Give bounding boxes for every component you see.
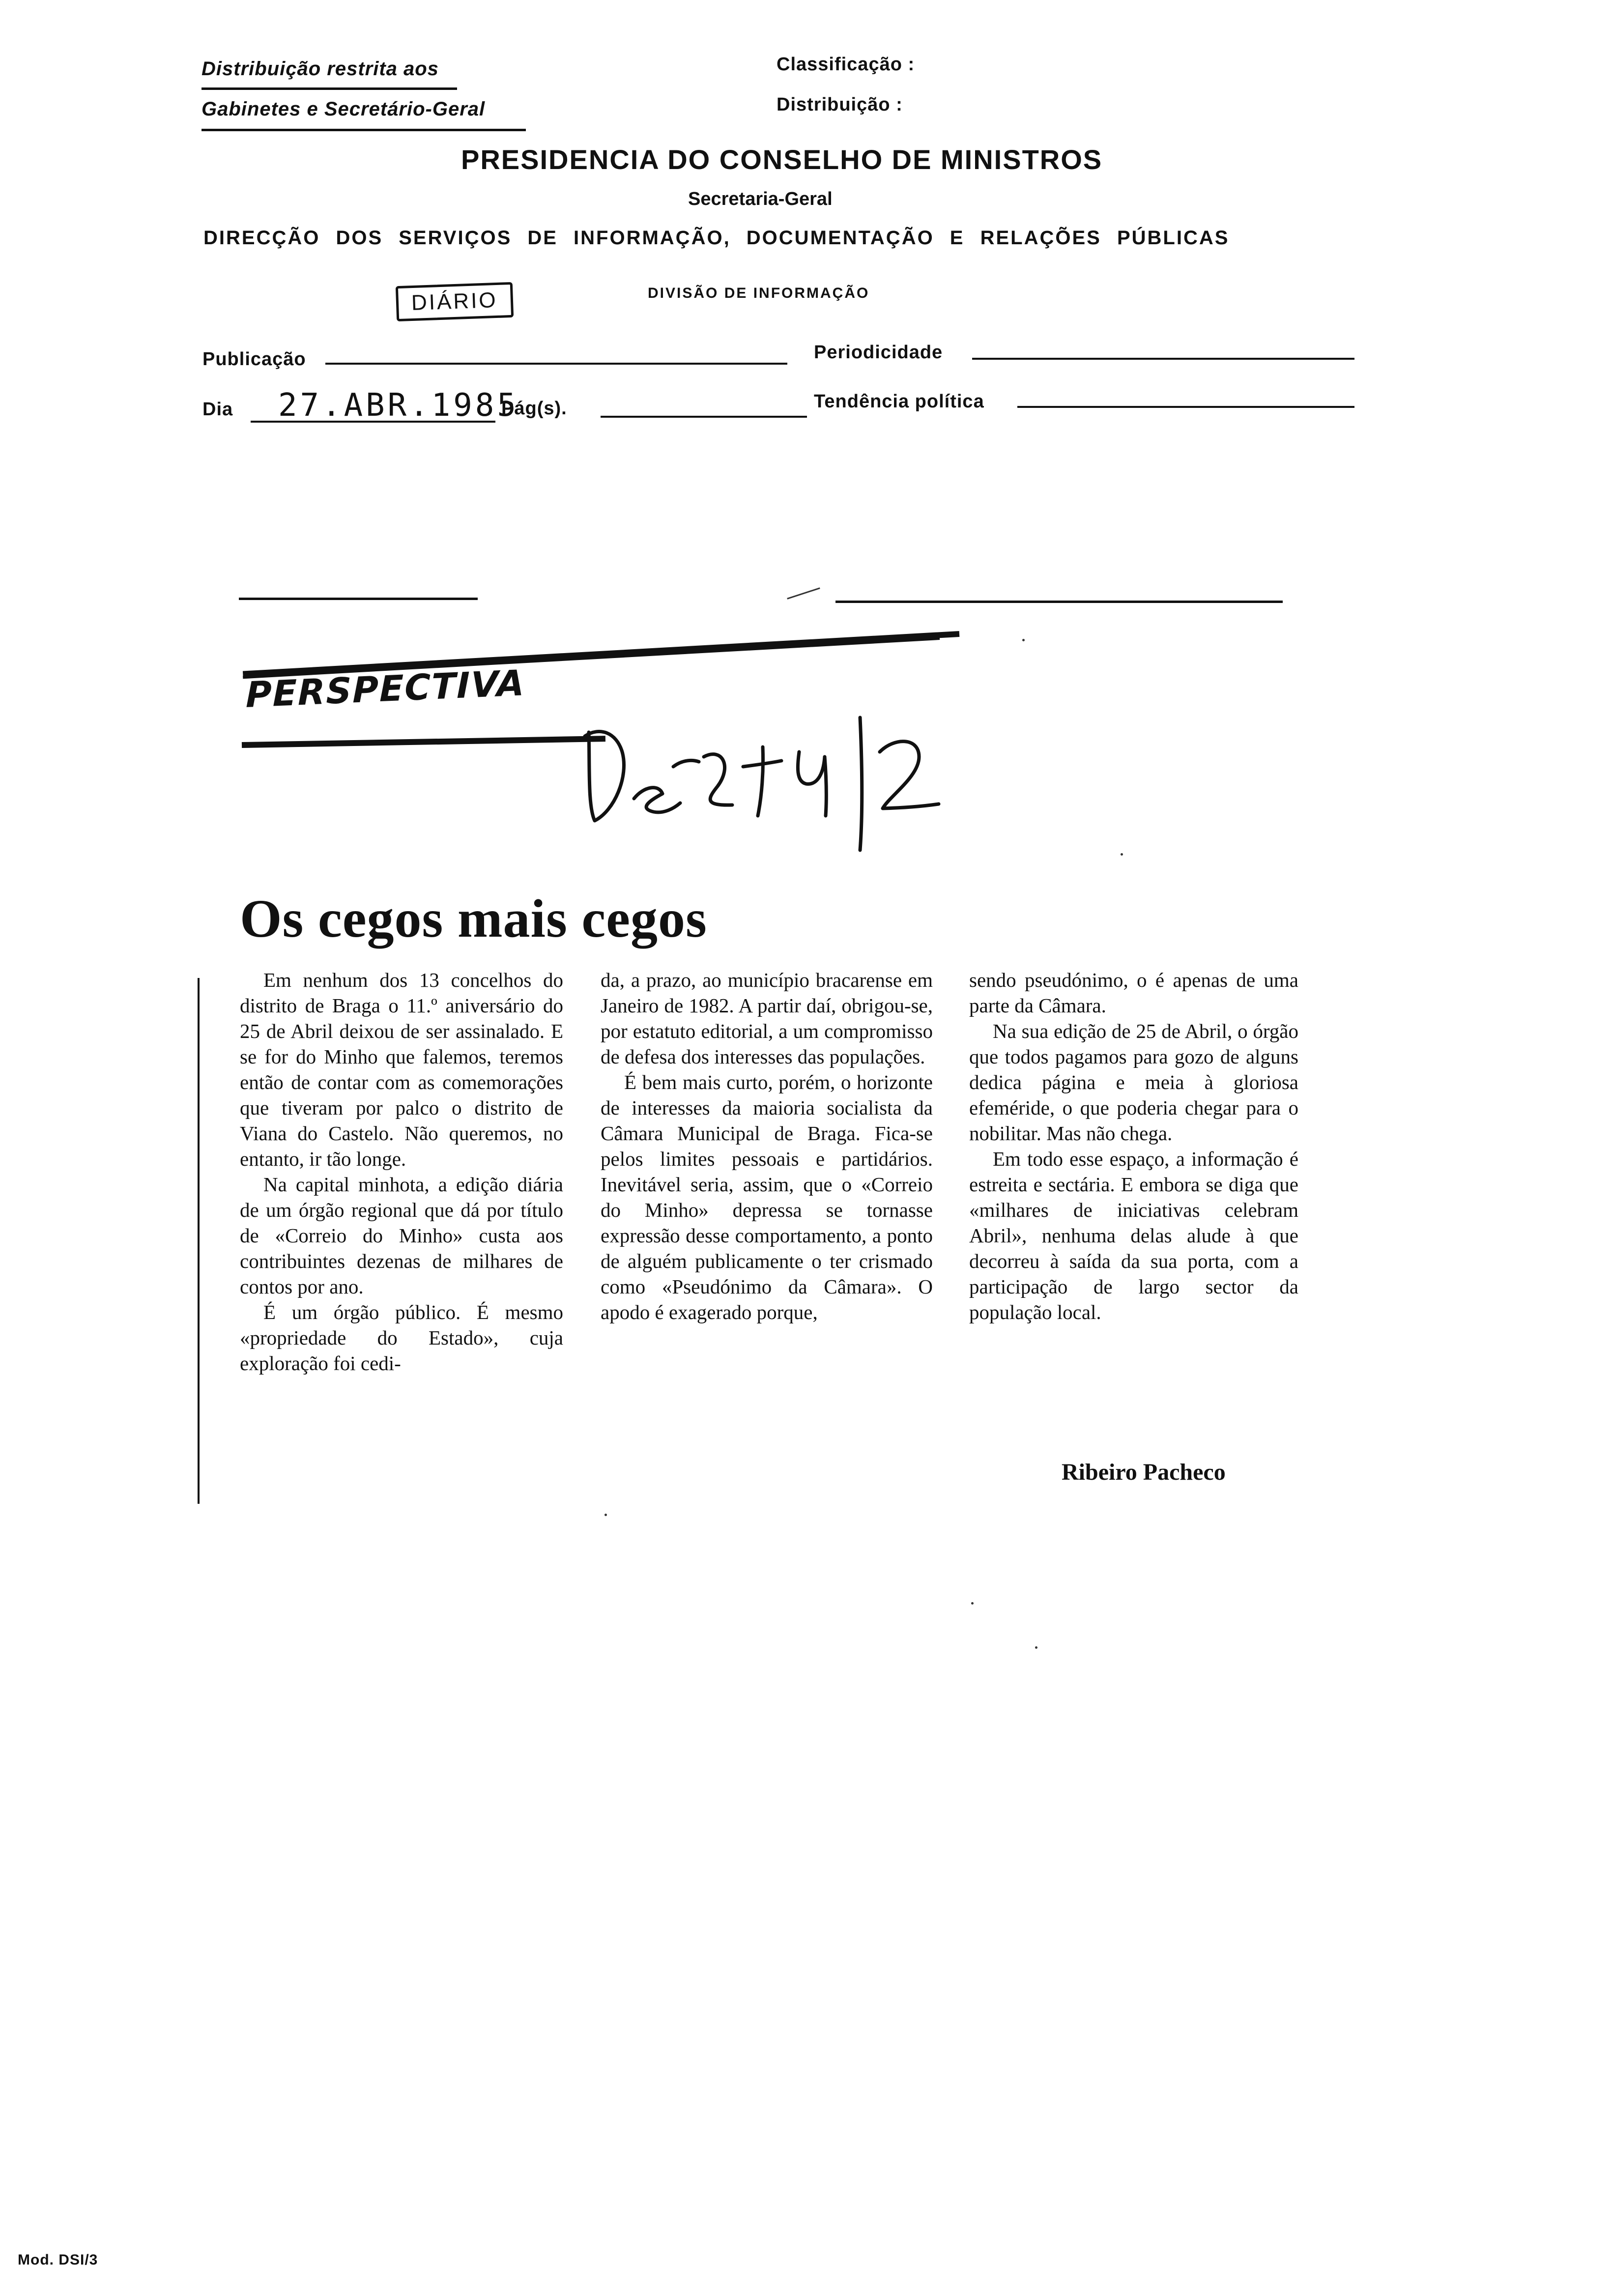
scan-speck [604, 1514, 607, 1516]
clip-top-rule-right [835, 601, 1283, 603]
division-title: DIVISÃO DE INFORMAÇÃO [648, 285, 870, 301]
publication-field [325, 363, 787, 365]
clip-top-rule-left [239, 598, 478, 600]
periodicity-field [972, 358, 1354, 360]
header [0, 0, 1612, 491]
scan-speck [1035, 1646, 1037, 1649]
secretariat-title: Secretaria-Geral [688, 189, 833, 209]
article-paragraph: Na capital minhota, a edição diária de um órgão regional que dá por título de «Correio do Minho» custa aos contribuintes dezenas de milhares de contos por ano. [240, 1173, 563, 1298]
scan-speck [1121, 853, 1123, 856]
article-column-1 [240, 967, 563, 1376]
publication-label: Publicação [202, 349, 306, 370]
pages-label: Pág(s). [501, 398, 567, 419]
article-paragraph: É um órgão público. É mesmo «propriedade do Estado», cuja exploração foi cedi- [240, 1301, 563, 1375]
day-value: 27.ABR.1985 [278, 387, 519, 424]
distribution-label: Distribuição : [777, 94, 903, 115]
article-title: Os cegos mais cegos [240, 889, 707, 948]
pen-mark [787, 587, 820, 599]
author-byline: Ribeiro Pacheco [1062, 1459, 1226, 1485]
directorate-title: DIRECÇÃO DOS SERVIÇOS DE INFORMAÇÃO, DOCUMENTAÇÃO E RELAÇÕES PÚBLICAS [203, 227, 1230, 249]
handwritten-reference [575, 698, 949, 855]
pages-field [601, 416, 807, 418]
restricted-distribution-line2: Gabinetes e Secretário-Geral [202, 98, 486, 120]
article-paragraph: da, a prazo, ao município bracarense em Janeiro de 1982. A partir daí, obrigou-se, por estatuto editorial, a um compromisso de defesa dos interesses das populações. [601, 969, 933, 1068]
tendency-field [1017, 406, 1354, 408]
diario-stamp: DIÁRIO [396, 282, 514, 321]
article-paragraph: Em todo esse espaço, a informação é estreita e sectária. E embora se diga que «milhares de iniciativas celebram Abril», nenhuma delas alude à que decorreu à saída da sua porta, com a participação de largo sector da população local. [969, 1148, 1298, 1323]
model-code: Mod. DSI/3 [18, 2252, 98, 2268]
divider [202, 129, 526, 131]
rubric-label: PERSPECTIVA [246, 662, 525, 716]
tendency-label: Tendência política [814, 391, 984, 412]
day-label: Dia [202, 399, 233, 420]
scan-speck [1022, 639, 1025, 641]
article-paragraph: sendo pseudónimo, o é apenas de uma parte da Câmara. [969, 969, 1298, 1017]
presidency-title: PRESIDENCIA DO CONSELHO DE MINISTROS [461, 144, 1103, 175]
margin-bar [198, 978, 200, 1504]
article-column-2 [601, 967, 933, 1325]
article-paragraph: Na sua edição de 25 de Abril, o órgão que todos pagamos para gozo de alguns dedica página e meia à gloriosa efeméride, o que poderia chegar para o nobilitar. Mas não chega. [969, 1020, 1298, 1145]
rubric-band-bottom [242, 736, 605, 748]
newspaper-clipping [0, 491, 1612, 1573]
restricted-distribution-line1: Distribuição restrita aos [202, 58, 439, 80]
article-paragraph: É bem mais curto, porém, o horizonte de interesses da maioria socialista da Câmara Municipal de Braga. Fica-se pelos limites pessoais e partidários. Inevitável seria, assim, que o «Correio do Minho» depressa se tornasse expressão desse comportamento, a ponto de alguém publicamente o ter crismado como «Pseudónimo da Câmara». O apodo é exagerado porque, [601, 1071, 933, 1323]
article-column-3 [969, 967, 1298, 1325]
scan-speck [971, 1602, 974, 1605]
classification-label: Classificação : [777, 54, 915, 75]
article-paragraph: Em nenhum dos 13 concelhos do distrito de Braga o 11.º aniversário do 25 de Abril deixou de ser assinalado. E se for do Minho que falemos, teremos então de contar com as comemorações que tiveram por palco o distrito de Viana do Castelo. Não queremos, no entanto, ir tão longe. [240, 969, 563, 1170]
divider [202, 87, 457, 90]
periodicity-label: Periodicidade [814, 342, 943, 363]
